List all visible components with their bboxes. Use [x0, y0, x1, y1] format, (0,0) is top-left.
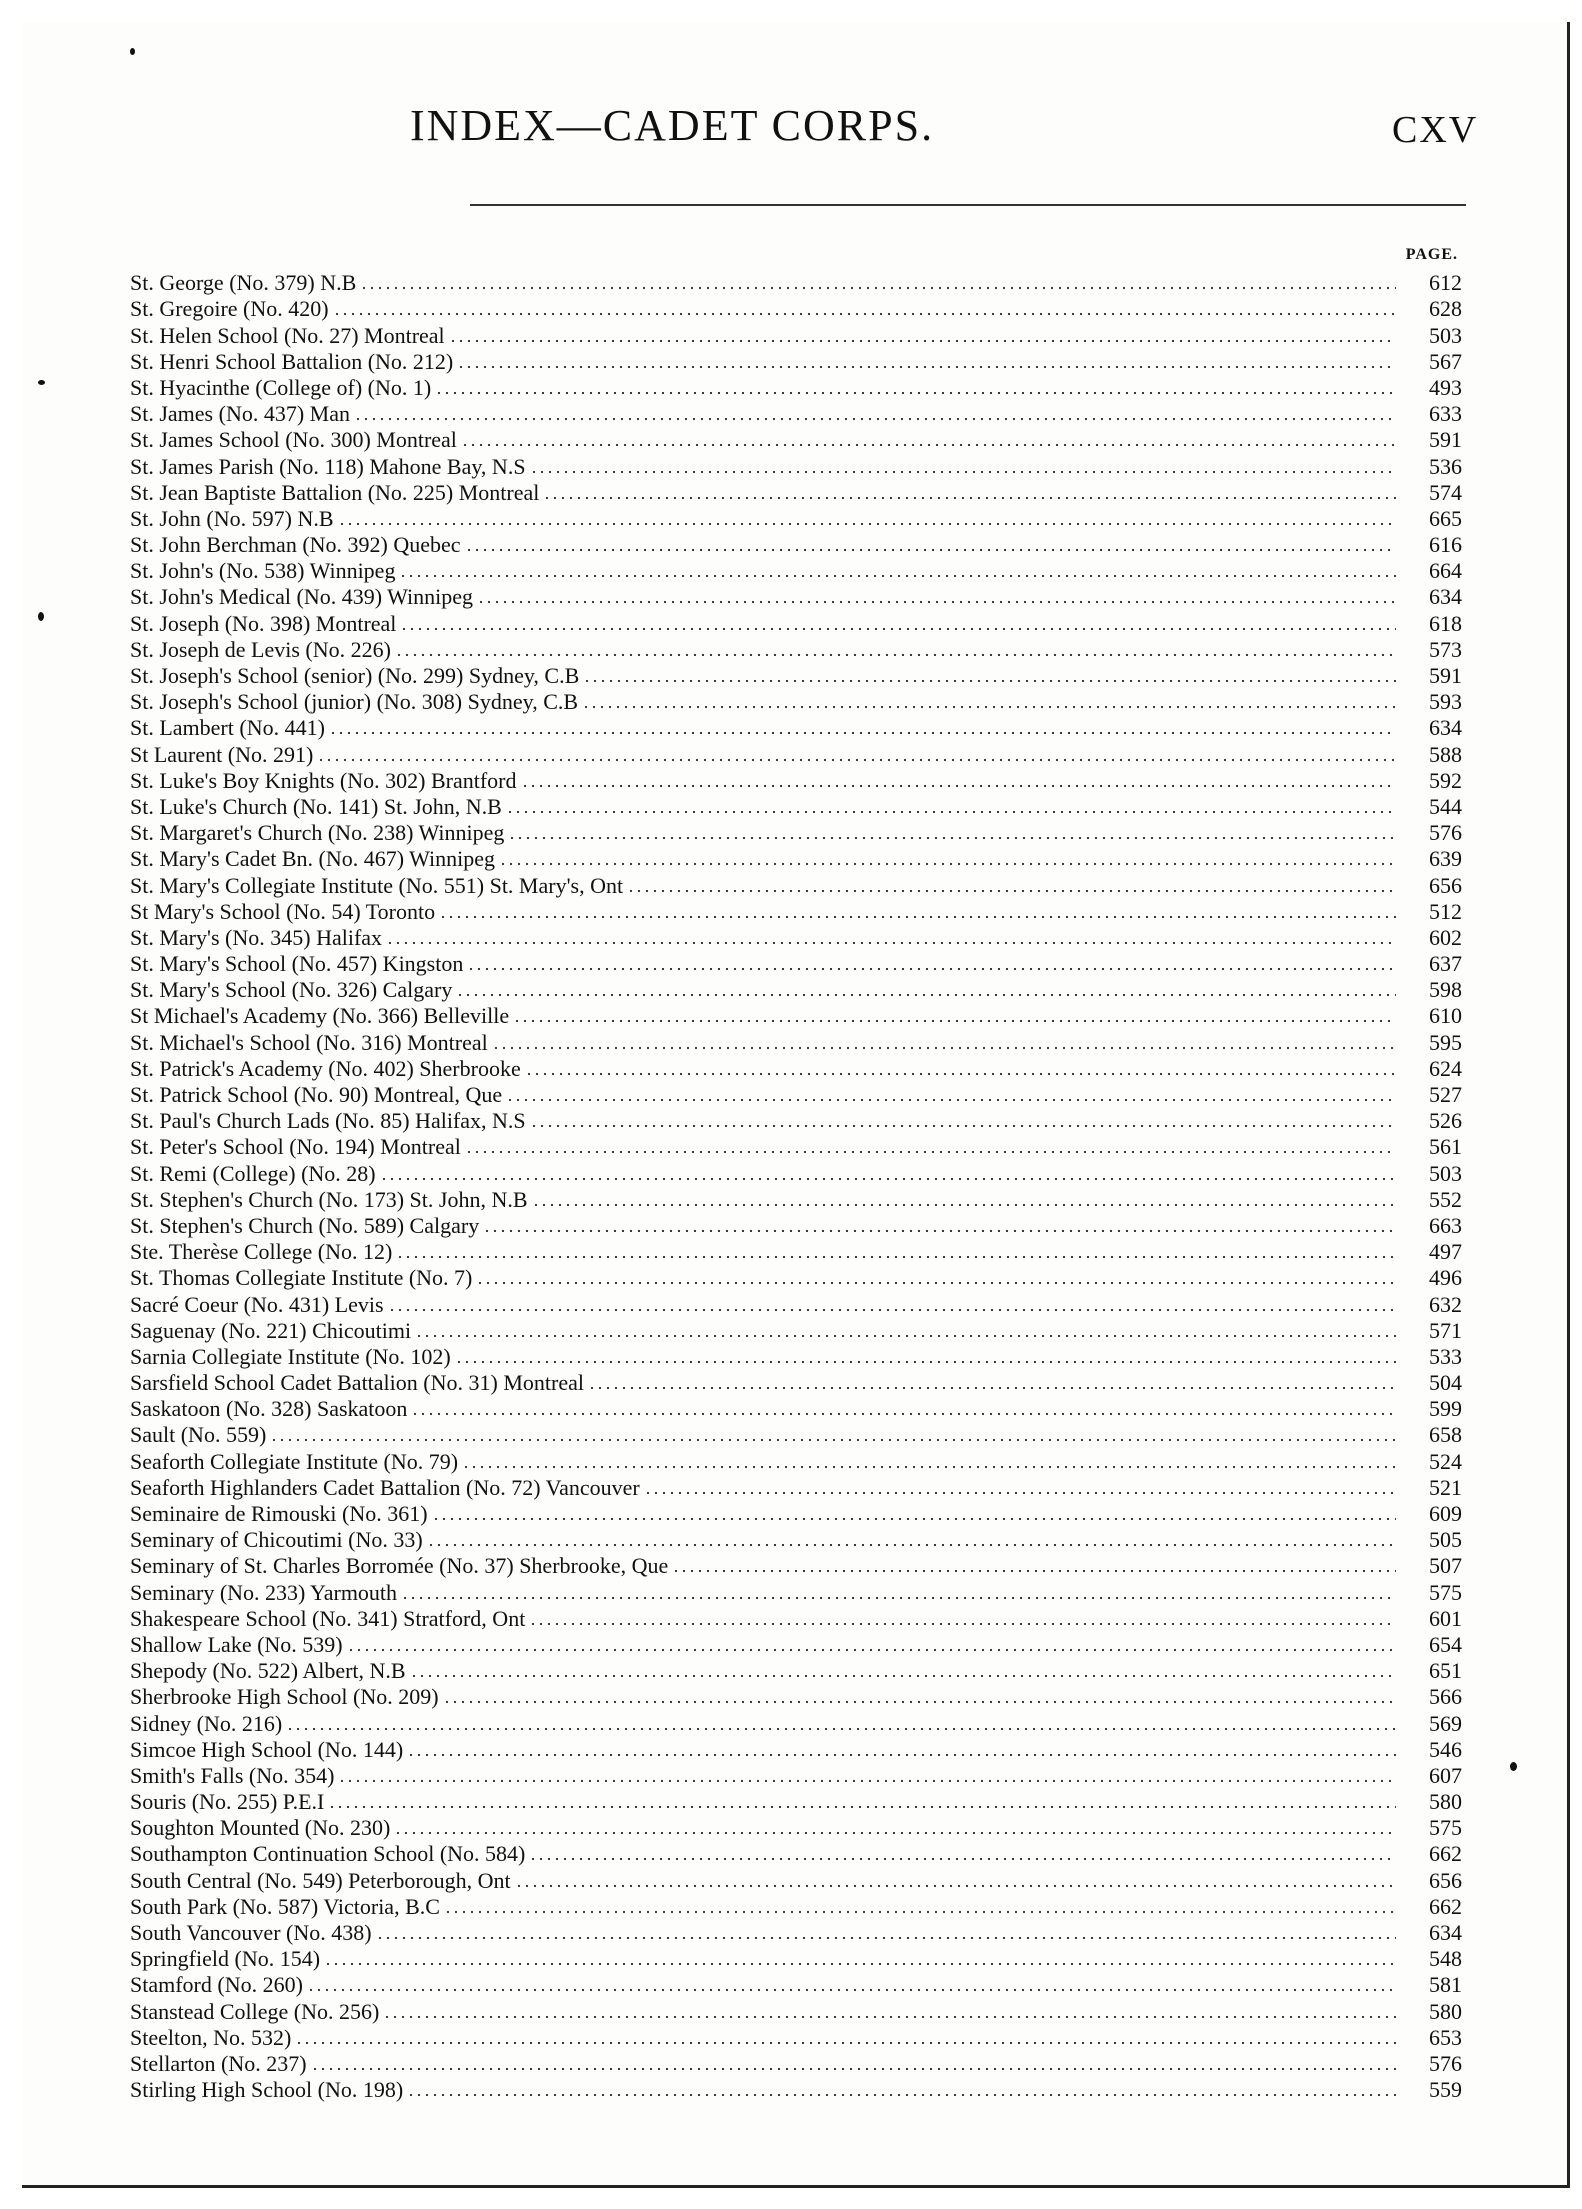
entry-name: Southampton Continuation School (No. 584) — [130, 1841, 526, 1867]
dot-leader — [311, 2067, 1396, 2071]
dot-leader — [461, 443, 1396, 447]
dot-leader — [295, 2041, 1396, 2045]
index-entry — [130, 846, 1462, 872]
entry-page-number: 493 — [1429, 374, 1462, 400]
index-entry — [130, 1056, 1462, 1082]
entry-page-number: 632 — [1429, 1291, 1462, 1317]
entry-name: Soughton Mounted (No. 230) — [130, 1815, 391, 1841]
index-entry — [130, 1134, 1462, 1160]
entry-page-number: 504 — [1429, 1370, 1462, 1396]
entry-name: St. Joseph (No. 398) Montreal — [130, 610, 397, 636]
index-entry — [130, 401, 1462, 427]
dot-leader — [588, 1386, 1396, 1390]
index-entry — [130, 820, 1462, 846]
entry-name: Sherbrooke High School (No. 209) — [130, 1684, 439, 1710]
dot-leader — [324, 1962, 1396, 1966]
entry-name: St. Paul's Church Lads (No. 85) Halifax, N.S — [130, 1108, 526, 1134]
index-entry — [130, 663, 1462, 689]
entry-page-number: 593 — [1429, 689, 1462, 715]
entry-page-number: 503 — [1429, 1160, 1462, 1186]
index-entry — [130, 480, 1462, 506]
index-entry — [130, 1789, 1462, 1815]
dot-leader — [307, 1988, 1396, 1992]
entry-name: Saguenay (No. 221) Chicoutimi — [130, 1317, 412, 1343]
index-entry — [130, 1815, 1462, 1841]
page-title: INDEX—CADET CORPS. — [409, 101, 935, 150]
entry-page-number: 602 — [1429, 924, 1462, 950]
index-entry — [130, 1894, 1462, 1920]
entry-page-number: 544 — [1429, 793, 1462, 819]
entry-page-number: 592 — [1429, 767, 1462, 793]
index-entry — [130, 1553, 1462, 1579]
entry-page-number: 524 — [1429, 1448, 1462, 1474]
dot-leader — [396, 1255, 1396, 1259]
dot-leader — [456, 993, 1396, 997]
dot-leader — [410, 1674, 1396, 1678]
entry-page-number: 609 — [1429, 1501, 1462, 1526]
entry-page-number: 546 — [1429, 1736, 1462, 1762]
entry-name: Sault (No. 559) — [130, 1422, 267, 1448]
index-entry — [130, 2077, 1462, 2103]
entry-page-number: 588 — [1429, 741, 1462, 767]
entry-name: St. Mary's (No. 345) Halifax — [130, 924, 383, 950]
index-entry — [130, 1998, 1462, 2024]
index-entry — [130, 506, 1462, 532]
entry-name: St. George (No. 379) N.B — [130, 270, 357, 296]
index-entry — [130, 637, 1462, 663]
entry-name: Sidney (No. 216) — [130, 1710, 283, 1736]
dot-leader — [394, 1831, 1396, 1835]
dot-leader — [455, 1360, 1396, 1364]
entry-name: St. Hyacinthe (College of) (No. 1) — [130, 374, 432, 400]
entry-page-number: 580 — [1429, 1998, 1462, 2024]
entry-page-number: 595 — [1429, 1029, 1462, 1055]
entry-page-number: 512 — [1429, 898, 1462, 924]
entry-name: Springfield (No. 154) — [130, 1946, 321, 1972]
dot-leader — [529, 1857, 1396, 1861]
dot-leader — [492, 1046, 1396, 1050]
entry-page-number: 664 — [1429, 558, 1462, 584]
dot-leader — [407, 1753, 1396, 1757]
index-entry — [130, 1213, 1462, 1239]
entry-page-number: 634 — [1429, 715, 1462, 741]
index-entry — [130, 1684, 1462, 1710]
index-entry — [130, 322, 1462, 348]
entry-name: Seminary of Chicoutimi (No. 33) — [130, 1527, 423, 1553]
entry-page-number: 561 — [1429, 1134, 1462, 1160]
entry-name: St. John (No. 597) N.B — [130, 505, 334, 531]
index-entry — [130, 899, 1462, 925]
entry-name: Stamford (No. 260) — [130, 1972, 303, 1998]
index-entry — [130, 375, 1462, 401]
entry-page-number: 610 — [1429, 1003, 1462, 1029]
entry-name: St. Joseph's School (senior) (No. 299) Sydney, C.B — [130, 663, 580, 688]
dot-leader — [328, 1805, 1396, 1809]
entry-page-number: 552 — [1429, 1186, 1462, 1212]
dot-leader — [532, 1203, 1396, 1207]
entry-name: Sacré Coeur (No. 431) Levis — [130, 1291, 384, 1317]
dot-leader — [407, 2093, 1396, 2097]
entry-page-number: 601 — [1429, 1605, 1462, 1631]
entry-page-number: 503 — [1429, 322, 1462, 348]
entry-page-number: 612 — [1429, 270, 1462, 296]
dot-leader — [383, 2015, 1396, 2019]
entry-page-number: 573 — [1429, 636, 1462, 662]
entry-name: St. Remi (College) (No. 28) — [130, 1160, 376, 1186]
index-entry — [130, 715, 1462, 741]
dot-leader — [286, 1727, 1396, 1731]
header-rule — [470, 204, 1466, 206]
dot-leader — [476, 1281, 1396, 1285]
index-entry — [130, 1710, 1462, 1736]
index-entry — [130, 1160, 1462, 1186]
index-entry — [130, 1501, 1462, 1527]
ink-speck — [130, 48, 135, 55]
dot-leader — [508, 836, 1396, 840]
entry-page-number: 591 — [1429, 663, 1462, 688]
entry-name: St. Michael's School (No. 316) Montreal — [130, 1029, 488, 1055]
dot-leader — [270, 1438, 1396, 1442]
entry-name: South Central (No. 549) Peterborough, Ont — [130, 1867, 511, 1893]
entry-name: Ste. Therèse College (No. 12) — [130, 1239, 393, 1265]
dot-leader — [401, 1596, 1396, 1600]
dot-leader — [338, 1779, 1396, 1783]
entry-name: St. James School (No. 300) Montreal — [130, 427, 457, 453]
entry-name: St Mary's School (No. 54) Toronto — [130, 898, 436, 924]
dot-leader — [386, 941, 1396, 945]
entry-page-number: 637 — [1429, 951, 1462, 977]
index-entry — [130, 1239, 1462, 1265]
index-entry — [130, 794, 1462, 820]
entry-page-number: 662 — [1429, 1841, 1462, 1867]
entry-page-number: 665 — [1429, 505, 1462, 531]
entry-name: South Vancouver (No. 438) — [130, 1920, 372, 1945]
dot-leader — [354, 417, 1396, 421]
index-entry — [130, 1763, 1462, 1789]
dot-leader — [329, 731, 1396, 735]
entry-name: St. James (No. 437) Man — [130, 401, 350, 427]
entry-name: Souris (No. 255) P.E.I — [130, 1789, 325, 1815]
entry-page-number: 658 — [1429, 1422, 1462, 1448]
dot-leader — [582, 705, 1396, 709]
entry-name: St Michael's Academy (No. 366) Belleville — [130, 1003, 510, 1029]
entry-page-number: 616 — [1429, 532, 1462, 558]
entry-page-number: 634 — [1429, 1920, 1462, 1945]
index-entry — [130, 453, 1462, 479]
dot-leader — [360, 286, 1396, 290]
index-entry — [130, 2025, 1462, 2051]
entry-name: St. Mary's Collegiate Institute (No. 551) St. Mary's, Ont — [130, 872, 624, 898]
index-entry-list — [130, 270, 1462, 2103]
entry-page-number: 634 — [1429, 584, 1462, 610]
index-entry — [130, 427, 1462, 453]
dot-leader — [338, 522, 1396, 526]
index-entry — [130, 1265, 1462, 1291]
entry-page-number: 580 — [1429, 1789, 1462, 1815]
entry-name: Steelton, No. 532) — [130, 2024, 292, 2050]
entry-name: South Park (No. 587) Victoria, B.C — [130, 1893, 440, 1919]
dot-leader — [521, 784, 1397, 788]
index-entry — [130, 1867, 1462, 1893]
dot-leader — [444, 1910, 1396, 1914]
index-entry — [130, 1579, 1462, 1605]
entry-name: St. Mary's School (No. 326) Calgary — [130, 977, 453, 1003]
entry-name: St. Peter's School (No. 194) Montreal — [130, 1134, 461, 1160]
entry-name: Smith's Falls (No. 354) — [130, 1762, 335, 1788]
dot-leader — [483, 1229, 1396, 1233]
index-entry — [130, 1187, 1462, 1213]
entry-page-number: 569 — [1429, 1710, 1462, 1736]
index-entry — [130, 1658, 1462, 1684]
index-entry — [130, 1841, 1462, 1867]
entry-page-number: 571 — [1429, 1317, 1462, 1343]
entry-name: Sarnia Collegiate Institute (No. 102) — [130, 1343, 451, 1369]
dot-leader — [672, 1569, 1396, 1573]
index-entry — [130, 1946, 1462, 1972]
dot-leader — [525, 1072, 1396, 1076]
entry-page-number: 639 — [1429, 846, 1462, 872]
entry-page-number: 536 — [1429, 453, 1462, 479]
dot-leader — [465, 1150, 1396, 1154]
index-entry — [130, 1920, 1462, 1946]
entry-name: St. Mary's School (No. 457) Kingston — [130, 951, 464, 977]
index-entry — [130, 1291, 1462, 1317]
ink-speck — [38, 612, 44, 621]
index-entry — [130, 1527, 1462, 1553]
index-entry — [130, 1606, 1462, 1632]
entry-page-number: 633 — [1429, 401, 1462, 427]
entry-page-number: 526 — [1429, 1108, 1462, 1134]
index-entry — [130, 925, 1462, 951]
index-entry — [130, 1448, 1462, 1474]
entry-name: St. John's (No. 538) Winnipeg — [130, 558, 396, 584]
index-entry — [130, 1370, 1462, 1396]
entry-name: Shepody (No. 522) Albert, N.B — [130, 1658, 406, 1684]
entry-page-number: 598 — [1429, 977, 1462, 1003]
entry-name: St. Luke's Church (No. 141) St. John, N.B — [130, 793, 502, 819]
dot-leader — [395, 653, 1396, 657]
entry-page-number: 496 — [1429, 1265, 1462, 1291]
entry-page-number: 662 — [1429, 1893, 1462, 1919]
entry-page-number: 575 — [1429, 1815, 1462, 1841]
entry-name: St. Gregoire (No. 420) — [130, 296, 329, 322]
entry-name: St. James Parish (No. 118) Mahone Bay, N.S — [130, 453, 526, 479]
dot-leader — [449, 339, 1396, 343]
dot-leader — [380, 1177, 1396, 1181]
entry-page-number: 628 — [1429, 296, 1462, 322]
entry-name: Seminary (No. 233) Yarmouth — [130, 1579, 398, 1605]
dot-leader — [465, 548, 1396, 552]
entry-page-number: 575 — [1429, 1579, 1462, 1605]
entry-name: St. Joseph de Levis (No. 226) — [130, 636, 391, 662]
entry-page-number: 507 — [1429, 1553, 1462, 1579]
dot-leader — [457, 365, 1396, 369]
entry-name: St. Mary's Cadet Bn. (No. 467) Winnipeg — [130, 846, 496, 872]
entry-name: St. Margaret's Church (No. 238) Winnipeg — [130, 820, 505, 846]
entry-name: St. John Berchman (No. 392) Quebec — [130, 532, 461, 558]
entry-page-number: 567 — [1429, 348, 1462, 374]
dot-leader — [530, 470, 1396, 474]
index-entry — [130, 1108, 1462, 1134]
dot-leader — [317, 758, 1396, 762]
index-entry — [130, 1422, 1462, 1448]
index-entry — [130, 741, 1462, 767]
index-page — [22, 22, 1570, 2188]
dot-leader — [432, 1517, 1396, 1521]
entry-page-number: 559 — [1429, 2077, 1462, 2103]
entry-name: Seminaire de Rimouski (No. 361) — [130, 1501, 428, 1526]
dot-leader — [583, 679, 1396, 683]
entry-page-number: 651 — [1429, 1658, 1462, 1684]
index-entry — [130, 689, 1462, 715]
entry-name: St. Helen School (No. 27) Montreal — [130, 322, 445, 348]
index-entry — [130, 1003, 1462, 1029]
dot-leader — [427, 1543, 1396, 1547]
entry-name: Seaforth Highlanders Cadet Battalion (No. 72) Vancouver — [130, 1474, 640, 1500]
entry-name: Sarsfield School Cadet Battalion (No. 31) Montreal — [130, 1370, 584, 1396]
index-entry — [130, 1344, 1462, 1370]
entry-name: Stirling High School (No. 198) — [130, 2077, 404, 2103]
dot-leader — [515, 1884, 1396, 1888]
dot-leader — [499, 862, 1396, 866]
index-entry — [130, 532, 1462, 558]
entry-page-number: 533 — [1429, 1343, 1462, 1369]
dot-leader — [388, 1308, 1396, 1312]
index-entry — [130, 951, 1462, 977]
entry-page-number: 581 — [1429, 1972, 1462, 1998]
entry-page-number: 521 — [1429, 1474, 1462, 1500]
entry-name: St. Joseph's School (junior) (No. 308) Sydney, C.B — [130, 689, 579, 715]
entry-name: St. Thomas Collegiate Institute (No. 7) — [130, 1265, 473, 1291]
dot-leader — [506, 1098, 1396, 1102]
entry-page-number: 576 — [1429, 820, 1462, 846]
dot-leader — [400, 627, 1396, 631]
index-entry — [130, 977, 1462, 1003]
entry-name: Shakespeare School (No. 341) Stratford, Ont — [130, 1605, 526, 1631]
entry-name: St. Jean Baptiste Battalion (No. 225) Montreal — [130, 479, 540, 505]
dot-leader — [513, 1019, 1396, 1023]
dot-leader — [411, 1412, 1396, 1416]
index-entry — [130, 584, 1462, 610]
dot-leader — [347, 1648, 1396, 1652]
index-entry — [130, 558, 1462, 584]
index-entry — [130, 349, 1462, 375]
dot-leader — [644, 1491, 1396, 1495]
index-entry — [130, 610, 1462, 636]
entry-page-number: 574 — [1429, 479, 1462, 505]
entry-name: St. John's Medical (No. 439) Winnipeg — [130, 584, 474, 610]
entry-page-number: 656 — [1429, 872, 1462, 898]
dot-leader — [443, 1700, 1396, 1704]
index-entry — [130, 768, 1462, 794]
entry-page-number: 527 — [1429, 1082, 1462, 1107]
entry-page-number: 505 — [1429, 1527, 1462, 1553]
entry-name: Stanstead College (No. 256) — [130, 1998, 380, 2024]
dot-leader — [376, 1936, 1396, 1940]
entry-page-number: 654 — [1429, 1631, 1462, 1657]
entry-name: Seaforth Collegiate Institute (No. 79) — [130, 1448, 459, 1474]
entry-name: Shallow Lake (No. 539) — [130, 1631, 343, 1657]
index-entry — [130, 1029, 1462, 1055]
dot-leader — [529, 1622, 1396, 1626]
entry-name: St. Stephen's Church (No. 173) St. John, N.B — [130, 1186, 528, 1212]
index-entry — [130, 1082, 1462, 1108]
entry-name: Saskatoon (No. 328) Saskatoon — [130, 1396, 408, 1422]
dot-leader — [530, 1124, 1396, 1128]
index-entry — [130, 270, 1462, 296]
dot-leader — [399, 574, 1396, 578]
dot-leader — [506, 810, 1396, 814]
entry-page-number: 663 — [1429, 1212, 1462, 1238]
entry-name: St Laurent (No. 291) — [130, 741, 314, 767]
page-column-label: PAGE. — [1405, 246, 1458, 263]
dot-leader — [627, 889, 1396, 893]
entry-page-number: 599 — [1429, 1396, 1462, 1422]
index-entry — [130, 1396, 1462, 1422]
entry-page-number: 548 — [1429, 1946, 1462, 1972]
ink-speck — [1510, 1762, 1517, 1771]
index-entry — [130, 1737, 1462, 1763]
entry-page-number: 591 — [1429, 427, 1462, 453]
dot-leader — [543, 496, 1396, 500]
entry-name: St. Patrick's Academy (No. 402) Sherbrooke — [130, 1055, 521, 1081]
dot-leader — [435, 391, 1396, 395]
page-number: CXV — [1392, 109, 1479, 151]
entry-name: St. Stephen's Church (No. 589) Calgary — [130, 1212, 480, 1238]
dot-leader — [439, 915, 1396, 919]
ink-speck — [38, 380, 45, 385]
dot-leader — [467, 967, 1396, 971]
index-entry — [130, 1972, 1462, 1998]
entry-page-number: 656 — [1429, 1867, 1462, 1893]
entry-page-number: 618 — [1429, 610, 1462, 636]
dot-leader — [462, 1465, 1396, 1469]
dot-leader — [333, 312, 1396, 316]
entry-name: Simcoe High School (No. 144) — [130, 1736, 404, 1762]
entry-name: Stellarton (No. 237) — [130, 2050, 307, 2076]
index-entry — [130, 1632, 1462, 1658]
index-entry — [130, 296, 1462, 322]
entry-name: St. Luke's Boy Knights (No. 302) Brantford — [130, 767, 517, 793]
index-entry — [130, 2051, 1462, 2077]
dot-leader — [477, 600, 1396, 604]
entry-page-number: 576 — [1429, 2050, 1462, 2076]
entry-page-number: 624 — [1429, 1055, 1462, 1081]
entry-name: Seminary of St. Charles Borromée (No. 37) Sherbrooke, Que — [130, 1553, 669, 1579]
entry-page-number: 607 — [1429, 1762, 1462, 1788]
entry-page-number: 497 — [1429, 1239, 1462, 1265]
entry-name: St. Patrick School (No. 90) Montreal, Que — [130, 1082, 503, 1107]
index-entry — [130, 1475, 1462, 1501]
entry-name: St. Henri School Battalion (No. 212) — [130, 348, 454, 374]
entry-page-number: 653 — [1429, 2024, 1462, 2050]
entry-page-number: 566 — [1429, 1684, 1462, 1710]
index-entry — [130, 872, 1462, 898]
index-entry — [130, 1318, 1462, 1344]
dot-leader — [415, 1334, 1396, 1338]
entry-name: St. Lambert (No. 441) — [130, 715, 325, 741]
